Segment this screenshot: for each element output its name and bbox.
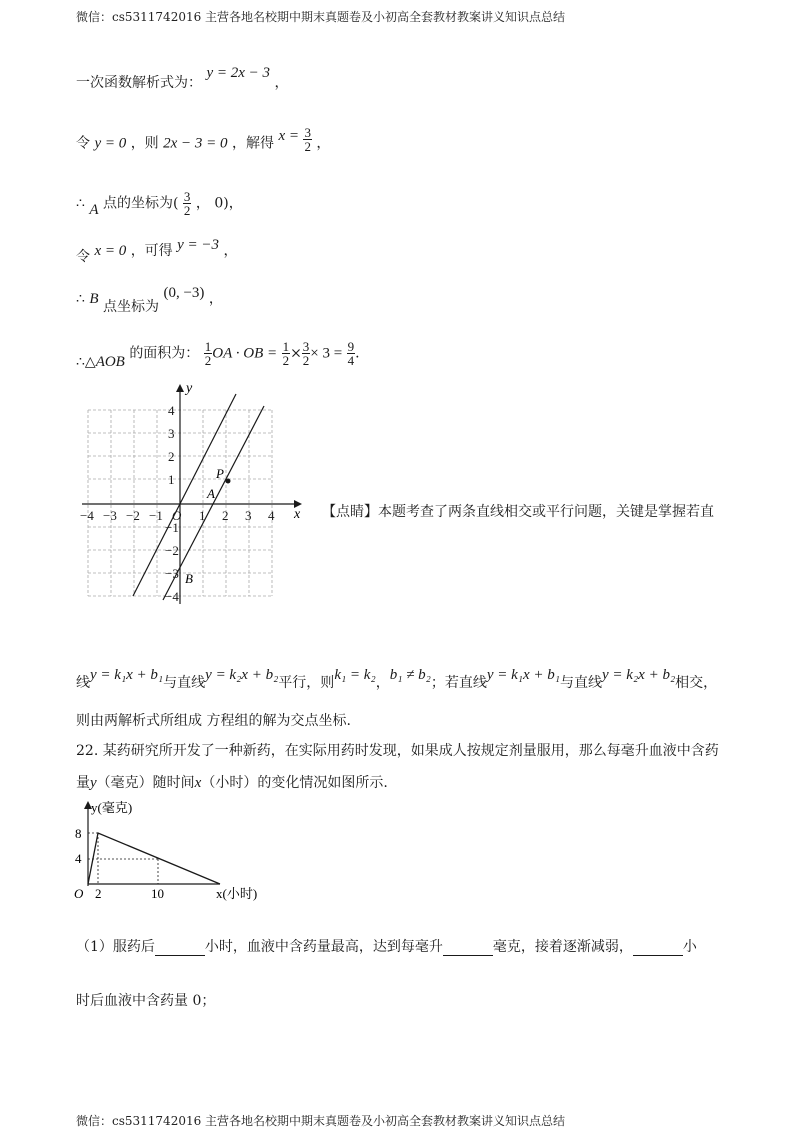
- equation: OA · OB =: [212, 345, 278, 362]
- punct: ，: [375, 675, 390, 691]
- denominator: 4: [347, 353, 355, 368]
- numerator: 3: [183, 189, 191, 204]
- line-text: 与直线: [560, 675, 603, 691]
- point-label: A: [89, 201, 99, 218]
- y-axis-label: y: [186, 381, 193, 396]
- y-axis-arrow-icon: [176, 384, 184, 392]
- coordinates: (0, −3): [163, 285, 205, 301]
- line-text: ， 0)，: [195, 195, 243, 212]
- line-text: 令: [76, 135, 90, 152]
- equation: × 3 =: [310, 345, 343, 362]
- dianjing-line-2: [76, 664, 718, 691]
- equation: y = −3: [177, 237, 220, 253]
- punct: ，: [274, 75, 289, 91]
- point-p-marker: [226, 479, 231, 484]
- line-text: 令: [76, 249, 90, 265]
- origin-label: O: [172, 508, 182, 523]
- equation: b₁ ≠ b₂: [389, 667, 431, 683]
- line-text: （1）服药后: [76, 939, 155, 955]
- line-text: 一次函数解析式为：: [76, 75, 202, 91]
- equation: x =: [278, 127, 299, 144]
- x-tick: 2: [222, 508, 229, 523]
- punct: .: [355, 345, 360, 362]
- sub-question-1: [76, 936, 697, 956]
- fraction: [303, 126, 312, 153]
- answer-blank-2[interactable]: [443, 941, 493, 956]
- x-tick: 1: [199, 508, 206, 523]
- x-axis-label: x: [294, 507, 301, 522]
- y-tick: 1: [168, 472, 175, 487]
- solution-line-6: [76, 339, 360, 370]
- equation: y = k₂x + b₂: [205, 667, 279, 683]
- denominator: 2: [183, 203, 191, 218]
- line-text: 相交，: [675, 675, 718, 691]
- solution-line-5: [76, 285, 223, 315]
- x-tick: 10: [151, 886, 164, 901]
- line-text: 量: [76, 775, 90, 791]
- line-text: 毫克，接着逐渐减弱，: [492, 939, 633, 955]
- equation: y = 0: [94, 135, 127, 152]
- x-tick: 3: [245, 508, 252, 523]
- therefore-triangle: ∴△: [76, 353, 96, 370]
- origin-label: O: [74, 886, 84, 901]
- denominator: 2: [304, 139, 311, 154]
- line-text: 与直线: [163, 675, 206, 691]
- solution-line-3: [76, 190, 243, 217]
- denominator: 2: [204, 353, 212, 368]
- question-22-line-2: [76, 772, 388, 792]
- x-tick: −2: [126, 508, 140, 523]
- line-text: 点的坐标为(: [103, 195, 179, 212]
- answer-blank-3[interactable]: [633, 941, 683, 956]
- line-text: 线: [76, 675, 90, 691]
- fraction: [282, 340, 291, 367]
- fraction: [183, 190, 192, 217]
- denominator: 2: [302, 353, 310, 368]
- line-text: 小: [682, 939, 697, 955]
- line-upper: [133, 394, 236, 596]
- medicine-graph: [70, 798, 280, 910]
- line-text: 平行，则: [278, 675, 335, 691]
- punct: ，: [223, 243, 238, 259]
- y-tick: −2: [165, 543, 179, 558]
- line-text: ，则: [130, 135, 159, 152]
- solution-line-4: [76, 237, 238, 265]
- y-tick: −1: [165, 520, 179, 535]
- y-tick: 4: [75, 851, 82, 866]
- x-tick: 2: [95, 886, 102, 901]
- line-text: 的面积为：: [129, 345, 200, 362]
- answer-blank-1[interactable]: [155, 941, 205, 956]
- line-text: 点坐标为: [103, 299, 159, 315]
- triangle-label: AOB: [95, 353, 125, 370]
- y-tick: 3: [168, 426, 175, 441]
- line-text: 小时，血液中含药量最高，达到每毫升: [204, 939, 443, 955]
- line-text: （毫克）随时间: [96, 775, 195, 791]
- numerator: 1: [204, 339, 212, 354]
- y-tick: −3: [165, 566, 179, 581]
- numerator: 3: [304, 125, 311, 140]
- line-text: ；若直线: [430, 675, 487, 691]
- punct: ，: [208, 291, 223, 307]
- point-b-label: B: [185, 571, 193, 586]
- guide-lines: [88, 833, 158, 884]
- line-text: ，可得: [130, 243, 173, 259]
- point-a-label: A: [207, 486, 215, 501]
- y-tick: −4: [165, 589, 179, 604]
- y-tick: 8: [75, 826, 82, 841]
- sub-question-1-cont: 时后血液中含药量 0；: [76, 993, 216, 1009]
- solution-line-2: [76, 125, 331, 157]
- solution-line-1: [76, 65, 289, 92]
- y-tick: 2: [168, 449, 175, 464]
- equation: 2x − 3 = 0: [163, 135, 228, 152]
- concentration-curve: [88, 833, 220, 884]
- coordinate-graph: [70, 378, 320, 613]
- page-footer: 微信：cs5311742016 主营各地名校期中期末真题卷及小初高全套教材教案讲义知识点总结: [76, 1114, 566, 1128]
- denominator: 2: [282, 353, 290, 368]
- equation: k₁ = k₂: [334, 667, 376, 683]
- variable: x: [194, 775, 202, 791]
- y-tick: 4: [168, 403, 175, 418]
- punct: ，: [316, 135, 331, 152]
- line-text: （小时）的变化情况如图所示.: [201, 775, 388, 791]
- times: ×: [290, 345, 302, 362]
- x-tick: 4: [268, 508, 275, 523]
- therefore: ∴: [76, 195, 85, 212]
- variable: y: [90, 775, 97, 791]
- x-tick: −1: [149, 508, 163, 523]
- x-axis-label: x(小时): [216, 886, 258, 901]
- x-tick: −3: [103, 508, 117, 523]
- fraction: [204, 340, 213, 367]
- numerator: 1: [282, 339, 290, 354]
- question-22-line-1: 22. 某药研究所开发了一种新药，在实际用药时发现，如果成人按规定剂量服用，那么每毫升血液中含药: [76, 743, 719, 759]
- numerator: 3: [302, 339, 310, 354]
- numerator: 9: [347, 339, 355, 354]
- point-label: B: [89, 291, 99, 307]
- line-text: ，解得: [232, 135, 274, 152]
- x-tick: −4: [80, 508, 94, 523]
- y-axis-label: y(毫克): [91, 800, 133, 815]
- equation: y = k₁x + b₁: [486, 667, 561, 683]
- page-header: 微信：cs5311742016 主营各地名校期中期末真题卷及小初高全套教材教案讲义知识点总结: [76, 10, 566, 24]
- dianjing-line-3: 则由两解析式所组成 方程组的解为交点坐标.: [76, 713, 351, 729]
- point-p-label: P: [216, 466, 224, 481]
- equation: y = k₁x + b₁: [90, 667, 164, 683]
- equation: y = 2x − 3: [206, 65, 271, 81]
- equation: y = k₂x + b₂: [602, 667, 676, 683]
- equation: x = 0: [94, 243, 127, 259]
- dianjing-line-1: 【点睛】本题考查了两条直线相交或平行问题，关键是掌握若直: [322, 504, 714, 520]
- fraction: [347, 340, 356, 367]
- therefore: ∴: [76, 291, 85, 307]
